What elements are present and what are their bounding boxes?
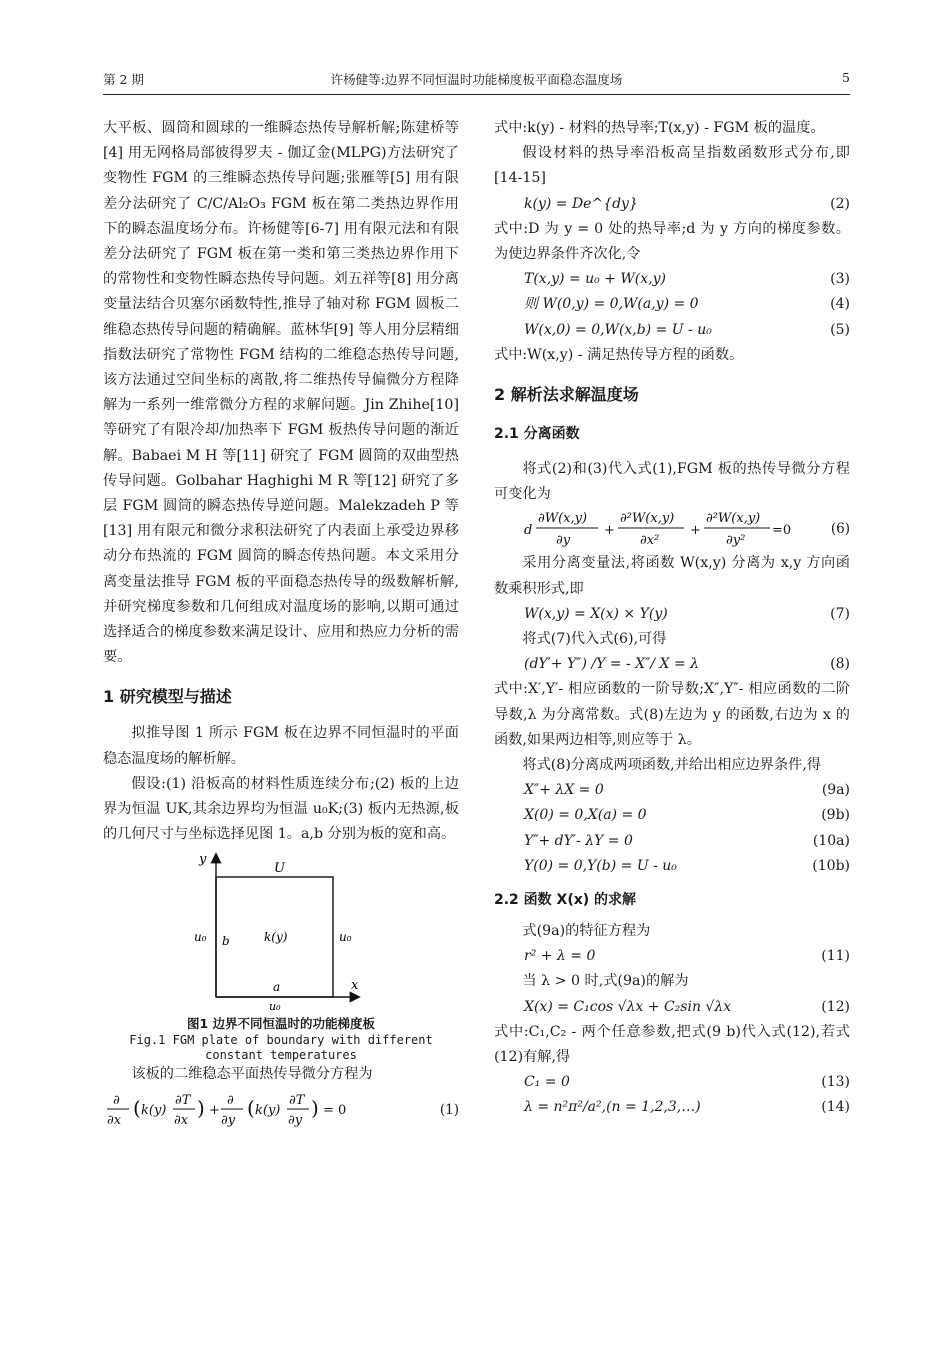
- svg-text:∂x: ∂x: [174, 1112, 189, 1128]
- svg-text:∂T: ∂T: [289, 1092, 305, 1108]
- equation-14-formula: λ = n²π²/a²,(n = 1,2,3,…): [524, 1099, 701, 1116]
- split-8: 将式(8)分离成两项函数,并给出相应边界条件,得: [522, 756, 822, 773]
- equation-9b-number: (9b): [821, 807, 850, 824]
- equation-10b: [494, 854, 850, 879]
- section1-heading: 1 研究模型与描述: [103, 687, 232, 707]
- where-2: 式中:D 为 y = 0 处的热导率;d 为 y 方向的梯度参数。为使边界条件齐次化,令: [494, 220, 850, 262]
- y-axis-label: y: [199, 852, 207, 868]
- subsection-2-1-heading: 2.1 分离函数: [494, 425, 580, 442]
- equation-9a: [494, 778, 850, 803]
- page-number: 5: [842, 70, 850, 85]
- equation-6-number: (6): [830, 521, 850, 538]
- equation-9a-formula: X″+ λX = 0: [524, 782, 604, 799]
- equation-12-number: (12): [821, 998, 850, 1015]
- assumption-paragraph: 假设:(1) 沿板高的材料性质连续分布;(2) 板的上边界为恒温 UK,其余边界均为恒温 u₀K;(3) 板内无热源,板的几何尺寸与坐标选择见图 1。a,b 分别为板的宽和高。: [103, 775, 459, 843]
- equation-3-formula: T(x,y) = u₀ + W(x,y): [524, 271, 666, 288]
- model-paragraph: 拟推导图 1 所示 FGM 板在边界不同恒温时的平面稳态温度场的解析解。: [103, 725, 459, 767]
- x-axis-label: x: [351, 978, 359, 994]
- svg-text:=0: =0: [772, 523, 792, 539]
- running-title: 许杨健等:边界不同恒温时功能梯度板平面稳态温度场: [330, 72, 623, 87]
- subsection-2-2-heading: 2.2 函数 X(x) 的求解: [494, 891, 637, 908]
- bottom-boundary-label: u₀: [269, 1000, 281, 1014]
- equation-10a: [494, 829, 850, 854]
- equation-12: [494, 995, 850, 1020]
- svg-text:∂y: ∂y: [221, 1112, 236, 1128]
- equation-14-number: (14): [821, 1099, 850, 1116]
- equation-1: [103, 1088, 459, 1132]
- where-1: 式中:k(y) - 材料的热导率;T(x,y) - FGM 板的温度。: [494, 120, 825, 136]
- equation-2-number: (2): [830, 195, 850, 212]
- equation-1-formula: [103, 1088, 353, 1132]
- svg-text:k(y): k(y): [255, 1102, 281, 1118]
- left-column: [103, 116, 459, 1132]
- equation-1-number: (1): [439, 1101, 459, 1118]
- where-3: 式中:W(x,y) - 满足热传导方程的函数。: [494, 346, 744, 363]
- equation-9b-formula: X(0) = 0,X(a) = 0: [524, 807, 647, 824]
- lambda-positive: 当 λ > 0 时,式(9a)的解为: [522, 973, 689, 990]
- svg-text:= 0: = 0: [323, 1102, 347, 1118]
- equation-14: [494, 1095, 850, 1120]
- equation-10a-formula: Y″+ dY′- λY = 0: [524, 832, 633, 849]
- svg-text:): ): [311, 1095, 319, 1120]
- equation-5-number: (5): [830, 321, 850, 338]
- svg-text:): ): [197, 1095, 205, 1120]
- equation-2-formula: k(y) = De^{dy}: [524, 195, 638, 212]
- equation-13-formula: C₁ = 0: [524, 1074, 570, 1091]
- equation-8: [494, 652, 850, 677]
- equation-13-number: (13): [821, 1074, 850, 1091]
- right-boundary-label: u₀: [339, 930, 352, 945]
- equation-10b-formula: Y(0) = 0,Y(b) = U - u₀: [524, 857, 677, 874]
- svg-text:∂: ∂: [113, 1092, 120, 1108]
- eq1-intro: 该板的二维稳态平面热传导微分方程为: [131, 1066, 373, 1083]
- height-label: b: [222, 934, 230, 949]
- equation-5: [494, 318, 850, 343]
- header-rule: [103, 94, 850, 95]
- equation-8-formula: (dY′+ Y″) /Y = - X″/ X = λ: [524, 656, 700, 673]
- equation-3-number: (3): [830, 271, 850, 288]
- equation-2: [494, 192, 850, 217]
- svg-text:∂T: ∂T: [175, 1092, 191, 1108]
- figure-caption-cn: 图1 边界不同恒温时的功能梯度板: [186, 1016, 376, 1032]
- equation-11-number: (11): [821, 948, 850, 965]
- svg-text:+: +: [604, 523, 615, 539]
- svg-text:∂y: ∂y: [556, 533, 571, 549]
- svg-text:∂x²: ∂x²: [640, 533, 660, 549]
- equation-11: [494, 944, 850, 969]
- plate-diagram: [103, 847, 459, 1014]
- svg-text:+: +: [209, 1102, 220, 1118]
- equation-4-number: (4): [830, 296, 850, 313]
- running-header: [103, 70, 850, 88]
- substitute-7: 将式(7)代入式(6),可得: [522, 630, 667, 647]
- svg-text:+: +: [690, 523, 701, 539]
- figure-caption-en-1: Fig.1 FGM plate of boundary with different: [129, 1033, 433, 1048]
- equation-6: [494, 507, 850, 551]
- left-boundary-label: u₀: [194, 930, 207, 945]
- equation-3: [494, 267, 850, 292]
- svg-text:∂W(x,y): ∂W(x,y): [538, 511, 588, 527]
- para-2-1: 将式(2)和(3)代入式(1),FGM 板的热传导微分方程可变化为: [494, 460, 850, 503]
- equation-7-formula: W(x,y) = X(x) × Y(y): [524, 605, 668, 622]
- issue-label: 第 2 期: [103, 72, 144, 87]
- svg-text:d: d: [524, 523, 533, 539]
- top-boundary-label: U: [274, 861, 285, 877]
- equation-6-formula: [494, 507, 792, 551]
- equation-10b-number: (10b): [812, 857, 850, 874]
- svg-text:∂y: ∂y: [288, 1112, 303, 1128]
- svg-text:∂: ∂: [227, 1092, 234, 1108]
- svg-text:∂x: ∂x: [107, 1112, 122, 1128]
- intro-paragraph: 大平板、圆筒和圆球的一维瞬态热传导解析解;陈建桥等[4] 用无网格局部彼得罗夫 - 伽辽金(MLPG)方法研究了变物性 FGM 的三维瞬态热传导问题;张雁等[5] 用有限差分法研究了 C/C/Al₂O₃ FGM 板在第二类热边界作用下的瞬态温度场分布。许杨健等[6-7] 用有限元法和有限差分法研究了 FGM 板在第一类和第三类热边界作用下的常物性和变物性瞬态热传导问题。刘五祥等[8] 用分离变量法结合贝塞尔函数特性,推导了轴对称 FGM 圆板二维稳态热传导问题的精确解。蓝林华[9] 等人用分层精细指数法研究了常物性 FGM 结构的二维稳态热传导问题,该方法通过空间坐标的离散,将二维热传导偏微分方程降解为一系列一维常微分方程的求解问题。Jin Zhihe[10] 等研究了有限冷却/加热率下 FGM 板热传导问题的渐近解。Babaei M H 等[11] 研究了 FGM 圆筒的双曲型热传导问题。Golbahar Haghighi M R 等[12] 研究了多层 FGM 圆筒的瞬态热传导逆问题。Malekzadeh P 等[13] 用有限元和微分求积法研究了内表面上承受边界移动分布热流的 FGM 圆筒的瞬态传热问题。本文采用分离变量法推导 FGM 板的平面稳态热传导的级数解析解,并研究梯度参数和几何组成对温度场的影响,以期可通过选择适合的梯度参数来满足设计、应用和热应力分析的需要。: [103, 120, 459, 666]
- equation-4: [494, 292, 850, 317]
- figure-1: [103, 847, 459, 1063]
- svg-text:∂y²: ∂y²: [726, 533, 746, 549]
- right-column: [494, 116, 850, 1120]
- equation-4-formula: 则 W(0,y) = 0,W(a,y) = 0: [524, 296, 699, 313]
- equation-7: [494, 602, 850, 627]
- separation-paragraph: 采用分离变量法,将函数 W(x,y) 分离为 x,y 方向函数乘积形式,即: [494, 555, 850, 597]
- equation-13: [494, 1070, 850, 1095]
- width-label: a: [273, 980, 281, 995]
- equation-7-number: (7): [830, 605, 850, 622]
- equation-9a-number: (9a): [821, 782, 850, 799]
- section2-heading: 2 解析法求解温度场: [494, 384, 639, 404]
- where-12: 式中:C₁,C₂ - 两个任意参数,把式(9 b)代入式(12),若式(12)有解,得: [494, 1023, 850, 1065]
- equation-11-formula: r² + λ = 0: [524, 948, 596, 965]
- center-label: k(y): [264, 930, 288, 945]
- equation-8-number: (8): [830, 656, 850, 673]
- svg-text:(: (: [133, 1095, 141, 1120]
- where-8: 式中:X′,Y′- 相应函数的一阶导数;X″,Y″- 相应函数的二阶导数,λ 为分离常数。式(8)左边为 y 的函数,右边为 x 的函数,如果两边相等,则应等于 λ。: [494, 681, 850, 748]
- char-eq-intro: 式(9a)的特征方程为: [522, 922, 651, 939]
- svg-text:(: (: [247, 1095, 255, 1120]
- equation-12-formula: X(x) = C₁cos √λx + C₂sin √λx: [524, 998, 732, 1015]
- exp-assumption: 假设材料的热导率沿板高呈指数函数形式分布,即[14-15]: [494, 145, 850, 187]
- figure-caption-en-2: constant temperatures: [205, 1048, 357, 1063]
- svg-text:k(y): k(y): [141, 1102, 167, 1118]
- equation-9b: [494, 803, 850, 828]
- equation-5-formula: W(x,0) = 0,W(x,b) = U - u₀: [524, 321, 712, 338]
- svg-text:∂²W(x,y): ∂²W(x,y): [706, 511, 761, 527]
- svg-text:∂²W(x,y): ∂²W(x,y): [620, 511, 675, 527]
- equation-10a-number: (10a): [812, 832, 850, 849]
